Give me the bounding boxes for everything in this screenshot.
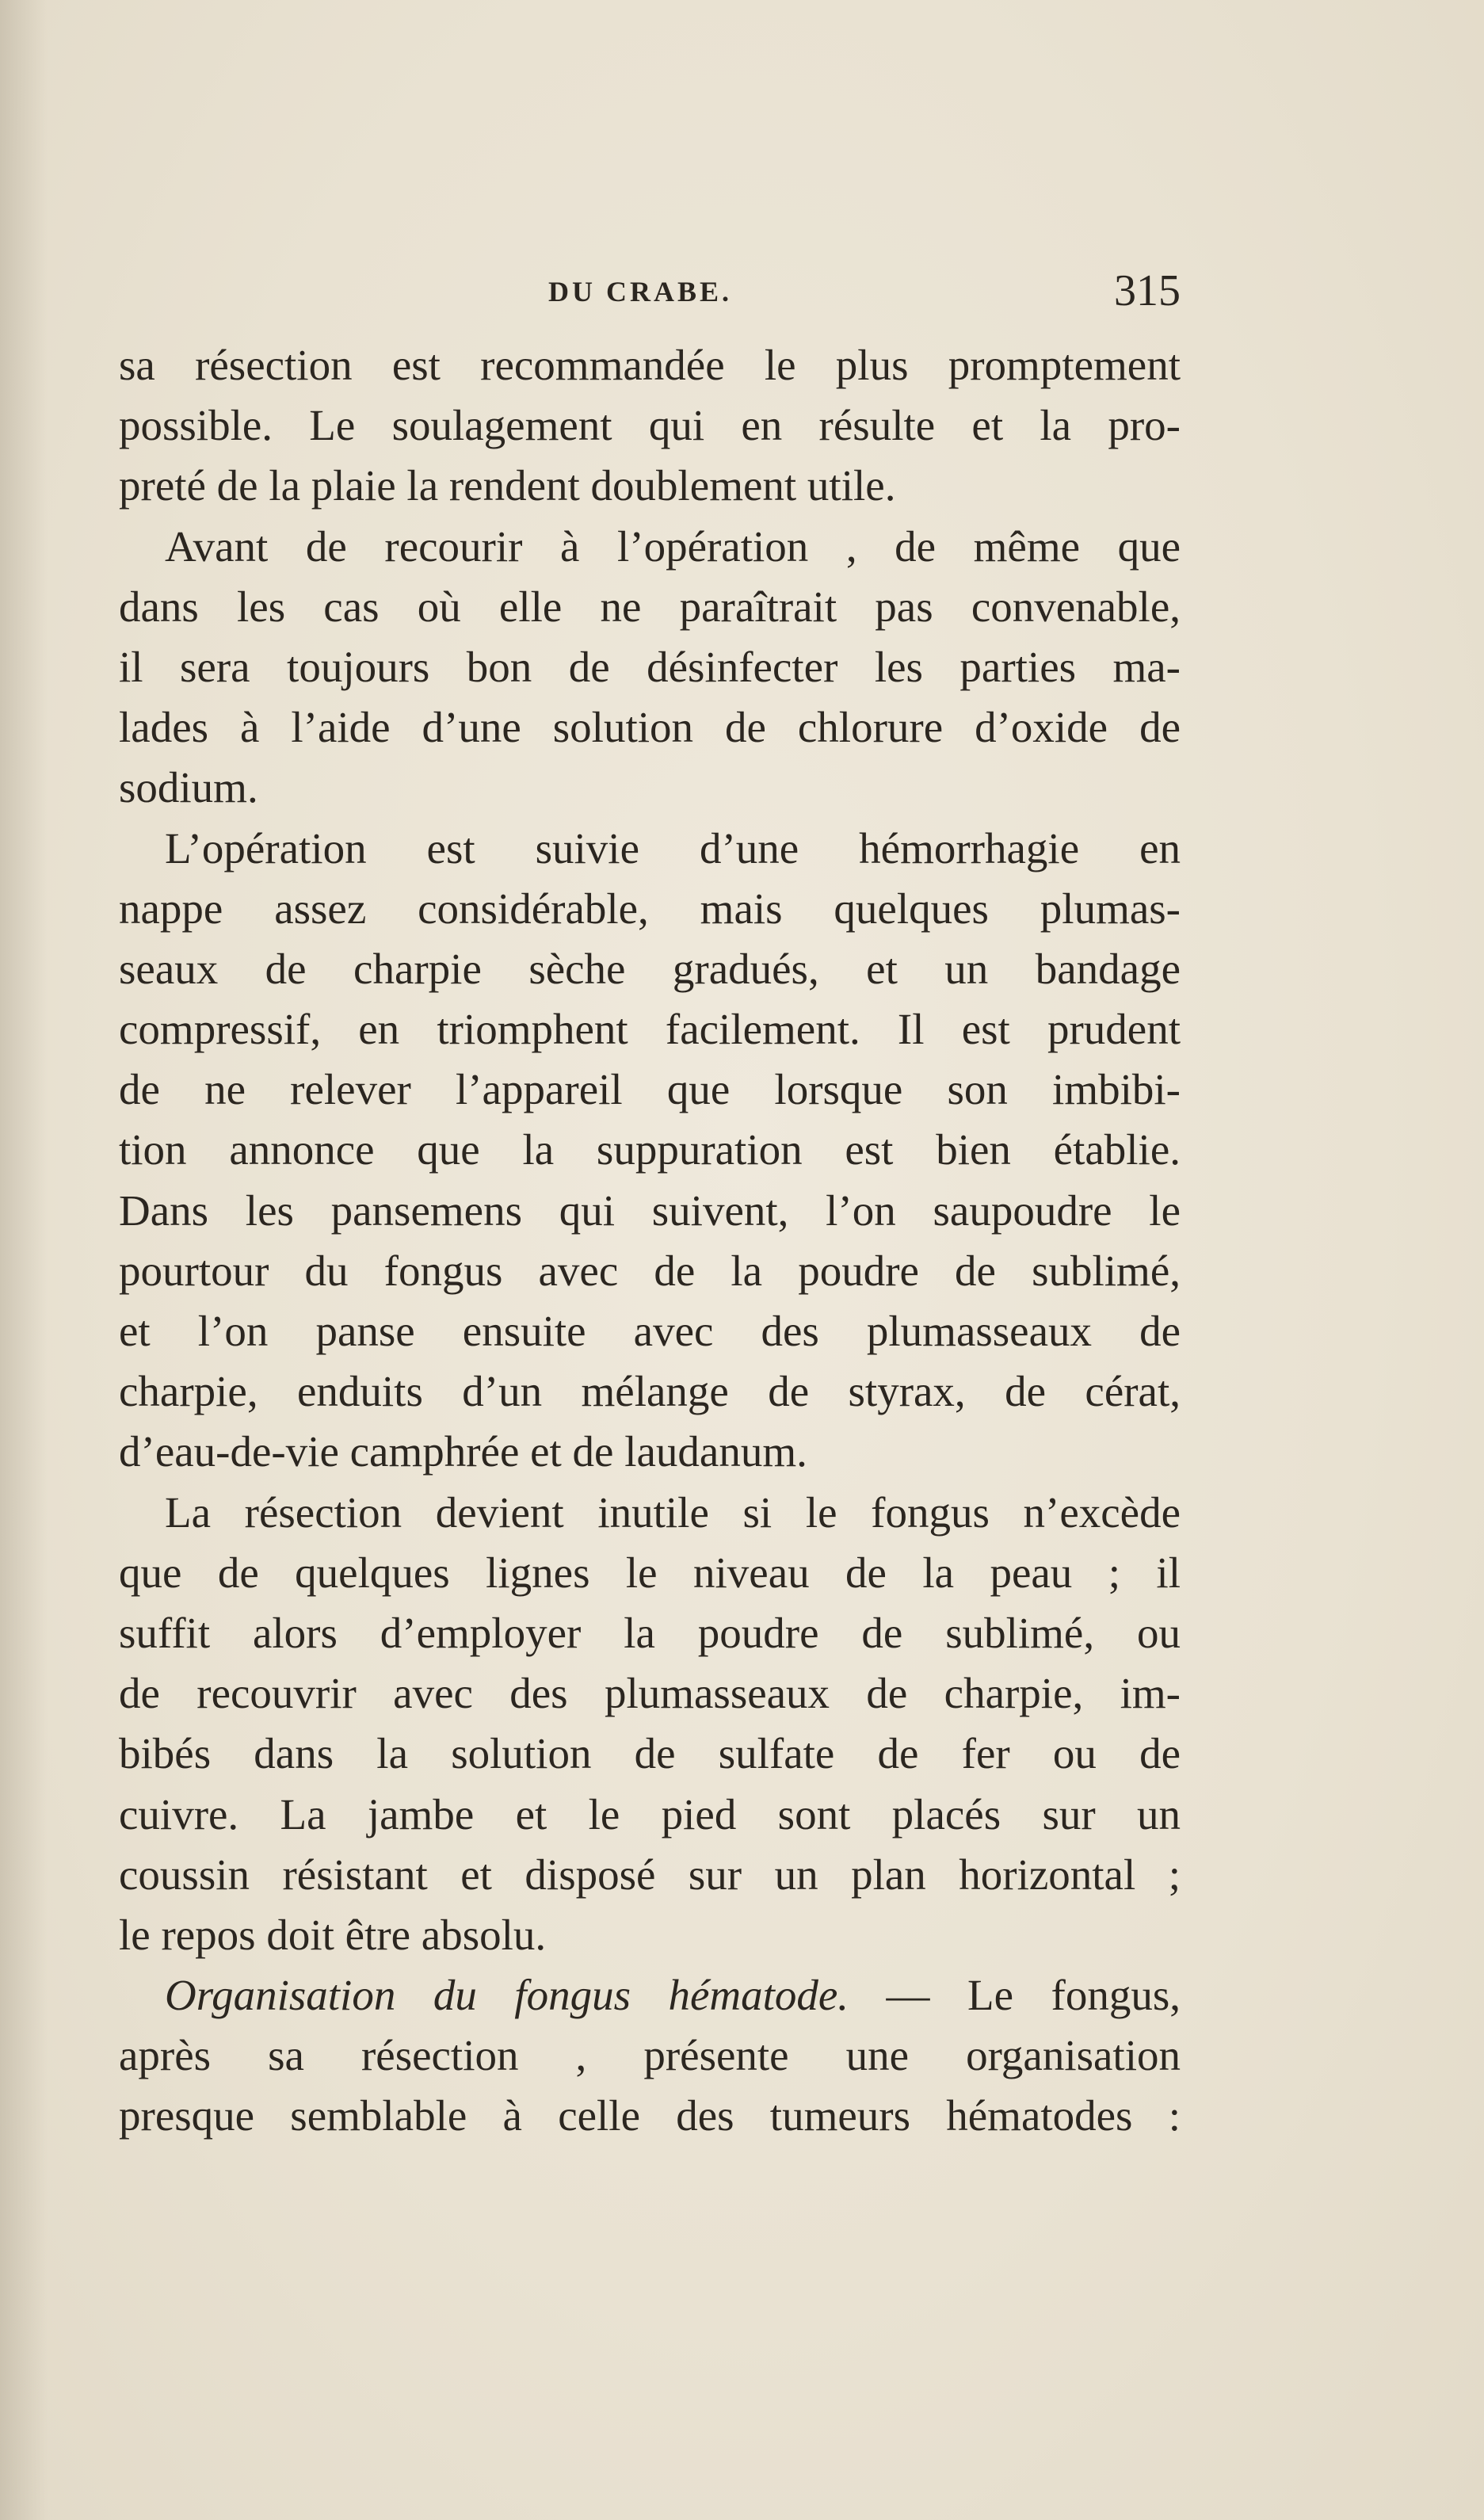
- text-line: que de quelques lignes le niveau de la peau ; il: [119, 1548, 1181, 1597]
- running-head: [119, 265, 1181, 329]
- text-line: presque semblable à celle des tumeurs hématodes :: [119, 2091, 1181, 2140]
- text-line: tion annonce que la suppuration est bien établie.: [119, 1125, 1181, 1174]
- text-block: [119, 265, 1181, 2147]
- text-line: sa résection est recommandée le plus promptement: [119, 341, 1181, 389]
- text-line: dans les cas où elle ne paraîtrait pas convenable,: [119, 582, 1181, 631]
- text-line: Avant de recourir à l’opération , de même que: [165, 521, 1181, 571]
- section-heading: Organisation du fongus hématode.: [165, 1971, 849, 2020]
- heading-continuation: — Le fongus,: [849, 1971, 1181, 2020]
- text-line: [119, 1965, 1181, 2026]
- text-line: possible. Le soulagement qui en résulte et la pro-: [119, 401, 1181, 450]
- text-line: compressif, en triomphent facilement. Il est prudent: [119, 1005, 1181, 1054]
- text-line: suffit alors d’employer la poudre de sublimé, ou: [119, 1608, 1181, 1657]
- text-line: lades à l’aide d’une solution de chlorure d’oxide de: [119, 703, 1181, 752]
- text-line: après sa résection , présente une organisation: [119, 2031, 1181, 2080]
- page-number: 315: [1114, 266, 1181, 315]
- text-line: de ne relever l’appareil que lorsque son imbibi-: [119, 1065, 1181, 1114]
- text-line: de recouvrir avec des plumasseaux de charpie, im-: [119, 1669, 1181, 1718]
- text-line: cuivre. La jambe et le pied sont placés sur un: [119, 1789, 1181, 1838]
- paragraph-1: [119, 335, 1181, 517]
- text-line: le repos doit être absolu.: [119, 1910, 547, 1959]
- text-line: il sera toujours bon de désinfecter les parties ma-: [119, 642, 1181, 691]
- text-line: nappe assez considérable, mais quelques plumas-: [119, 884, 1181, 933]
- text-line: preté de la plaie la rendent doublement utile.: [119, 461, 896, 510]
- text-line: Dans les pansemens qui suivent, l’on saupoudre le: [119, 1186, 1181, 1235]
- running-title: DU CRABE.: [548, 276, 733, 307]
- paragraph-3: [119, 819, 1181, 1483]
- text-line: sodium.: [119, 763, 258, 812]
- text-line: charpie, enduits d’un mélange de styrax, de cérat,: [119, 1367, 1181, 1416]
- text-line: seaux de charpie sèche gradués, et un bandage: [119, 944, 1181, 993]
- paragraph-2: [119, 517, 1181, 819]
- text-line: d’eau-de-vie camphrée et de laudanum.: [119, 1427, 807, 1476]
- page-gutter-shadow: [0, 0, 48, 2520]
- text-line: L’opération est suivie d’une hémorrhagie en: [165, 823, 1181, 872]
- text-line: coussin résistant et disposé sur un plan horizontal ;: [119, 1850, 1181, 1899]
- text-line: et l’on panse ensuite avec des plumasseaux de: [119, 1307, 1181, 1355]
- text-line: bibés dans la solution de sulfate de fer ou de: [119, 1729, 1181, 1778]
- text-line: La résection devient inutile si le fongus n’excède: [165, 1487, 1181, 1537]
- text-line: pourtour du fongus avec de la poudre de sublimé,: [119, 1246, 1181, 1295]
- paragraph-4: [119, 1483, 1181, 1966]
- paragraph-5: [119, 1965, 1181, 2147]
